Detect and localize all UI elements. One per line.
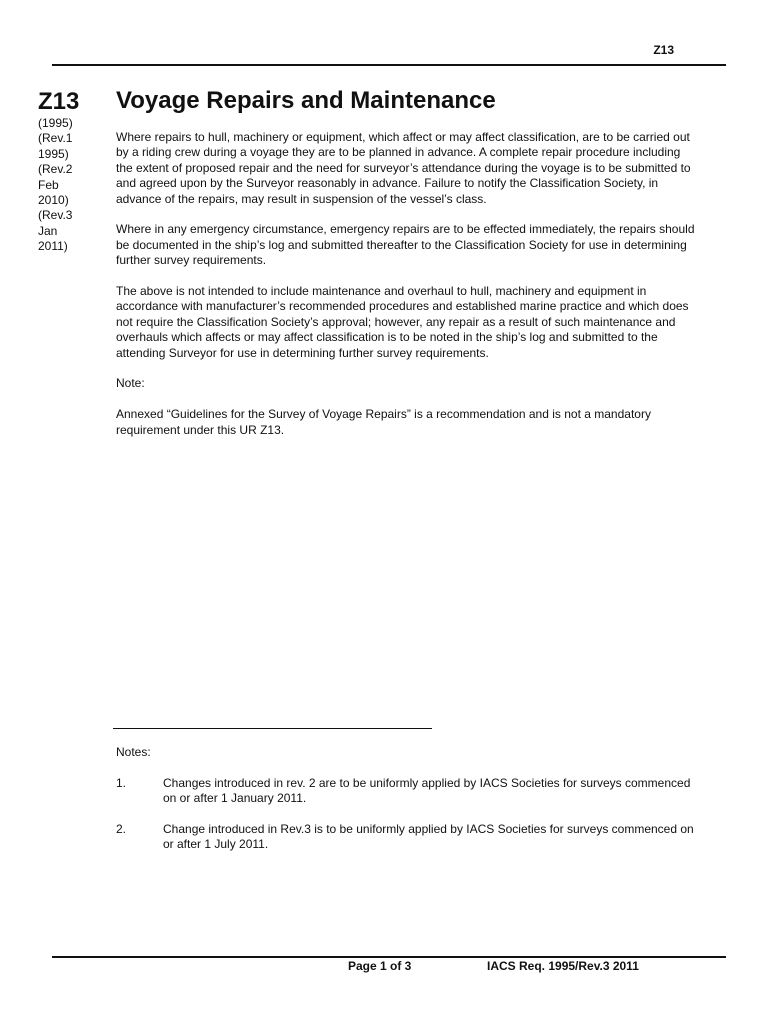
- note-text: Changes introduced in rev. 2 are to be uniformly applied by IACS Societies for surveys commenced on or after 1 January 2011.: [163, 775, 691, 806]
- revision-history-line: 2011): [38, 239, 68, 254]
- note-label: Note:: [116, 376, 145, 391]
- footer-rule: [52, 956, 726, 958]
- revision-history-line: (Rev.2: [38, 162, 73, 177]
- note-number: 2.: [116, 822, 127, 836]
- body-paragraph: Annexed “Guidelines for the Survey of Voyage Repairs” is a recommendation and is not a mandatory requirement under this UR Z13.: [116, 407, 651, 437]
- footnote-separator: [113, 728, 432, 729]
- revision-history-line: Feb: [38, 177, 59, 192]
- header-page-ref: Z13: [653, 43, 674, 57]
- document-body: [116, 130, 696, 453]
- note-item: [116, 776, 696, 807]
- revision-history-line: (Rev.1: [38, 131, 73, 146]
- requirement-code: Z13: [38, 88, 80, 115]
- notes-section: [116, 745, 696, 868]
- footer-reference: IACS Req. 1995/Rev.3 2011: [487, 959, 639, 973]
- note-number: 1.: [116, 775, 127, 790]
- footer-page-number: Page 1 of 3: [348, 959, 412, 973]
- revision-history-line: (1995): [38, 116, 73, 130]
- note-text: Change introduced in Rev.3 is to be uniformly applied by IACS Societies for surveys commenced on or after 1 July 2011.: [163, 822, 694, 852]
- notes-heading: Notes:: [116, 745, 151, 759]
- header-rule: [52, 64, 726, 66]
- body-paragraph: Where in any emergency circumstance, emergency repairs are to be effected immediately, the repairs should be documented in the ship’s log and submitted thereafter to the Classification Society for use in determining further survey requirements.: [116, 222, 695, 268]
- revision-history-line: 2010): [38, 193, 69, 208]
- document-title: Voyage Repairs and Maintenance: [116, 87, 496, 114]
- revision-history-line: Jan: [38, 223, 58, 238]
- revision-history: [38, 116, 98, 255]
- body-paragraph: Where repairs to hull, machinery or equipment, which affect or may affect classification, are to be carried out by a riding crew during a voyage they are to be planned in advance. A complete repair procedure including the extent of proposed repair and the need for surveyor’s attendance during the voyage is to be submitted to and agreed upon by the Surveyor reasonably in advance. Failure to notify the Classification Society, in advance of the repairs, may result in suspension of the vessel’s class.: [116, 130, 691, 206]
- body-paragraph: The above is not intended to include maintenance and overhaul to hull, machinery and equipment in accordance with manufacturer’s recommended procedures and established marine practice and which does not require the Classification Society’s approval; however, any repair as a result of such maintenance and overhauls which affects or may affect classification is to be noted in the ship’s log and submitted to the attending Surveyor for use in determining further survey requirements.: [116, 284, 689, 360]
- revision-history-line: (Rev.3: [38, 208, 73, 223]
- note-item: [116, 822, 696, 853]
- revision-history-line: 1995): [38, 146, 69, 161]
